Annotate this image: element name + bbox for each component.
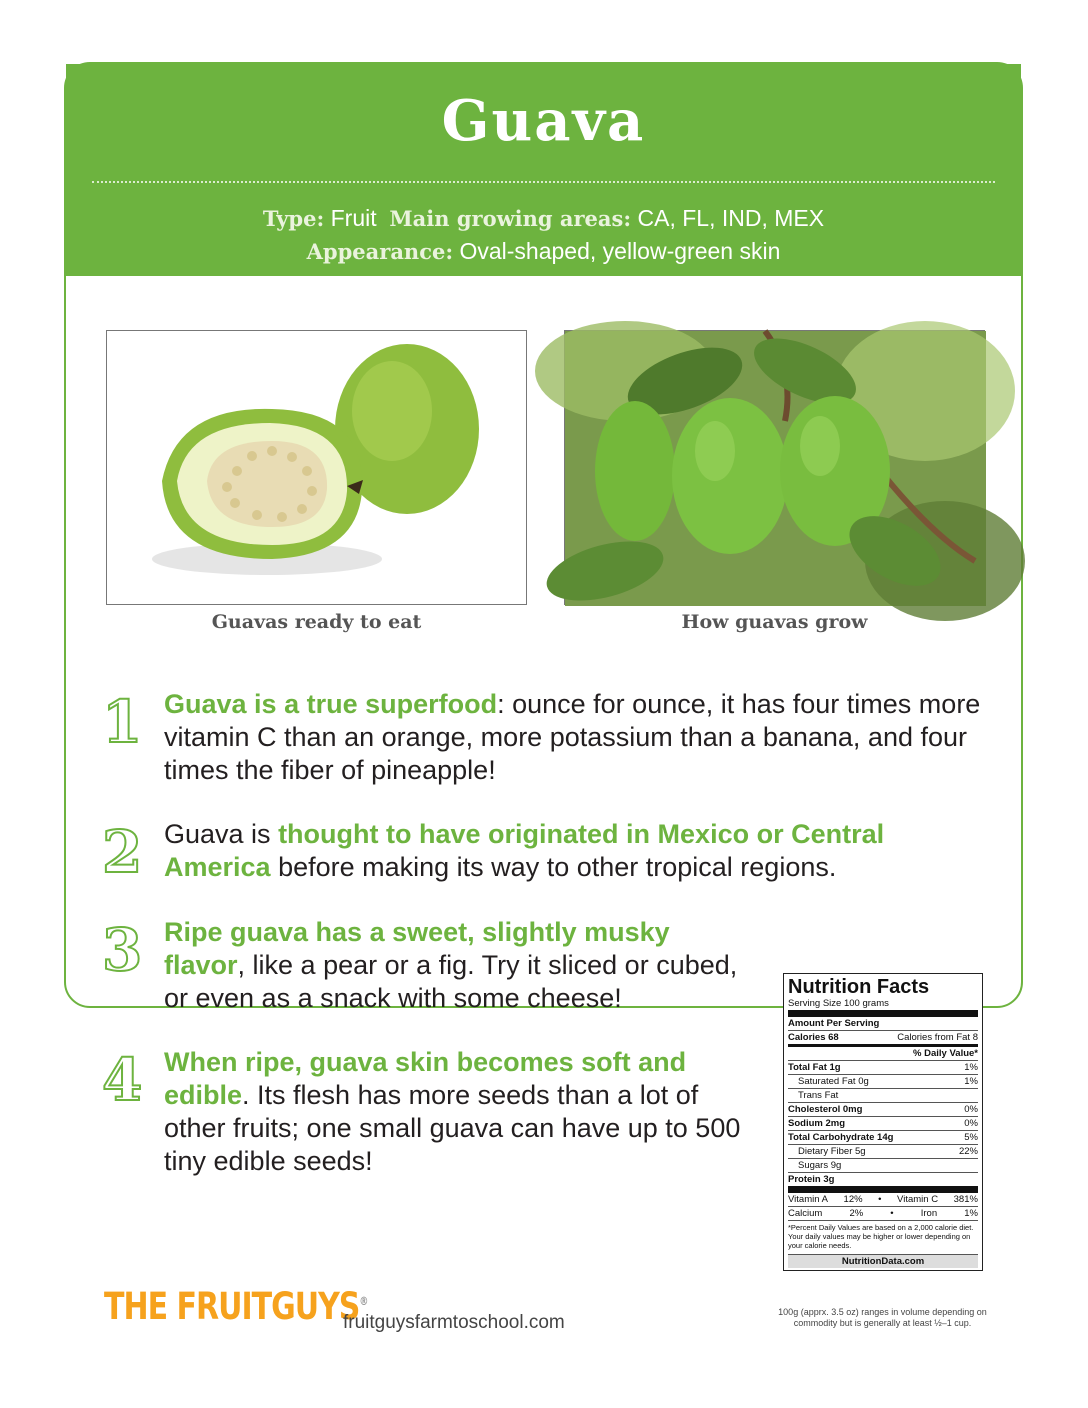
dietary-fiber: Dietary Fiber 5g <box>798 1146 866 1157</box>
sugars: Sugars 9g <box>798 1160 842 1171</box>
fact-number-4: 4 <box>102 1046 143 1114</box>
fact-4-highlight: When ripe, guava skin becomes soft and edible <box>164 1047 687 1110</box>
photo-caption-ready: Guavas ready to eat <box>211 611 422 633</box>
footer-url[interactable]: fruitguysfarmtoschool.com <box>343 1312 565 1333</box>
nutrition-title: Nutrition Facts <box>788 976 930 998</box>
vitamin-a-dv: 12% <box>843 1194 863 1205</box>
fact-2-highlight: thought to have originated in Mexico or Central America <box>164 819 885 882</box>
fruitguys-logo <box>104 1285 367 1329</box>
fact-2-intro: Guava is <box>164 819 279 849</box>
total-fat-dv: 1% <box>964 1062 978 1073</box>
type-value: Fruit <box>330 205 377 231</box>
fact-3 <box>164 916 754 1015</box>
total-fat: Total Fat 1g <box>788 1062 841 1073</box>
trans-fat: Trans Fat <box>798 1090 839 1101</box>
iron: Iron <box>920 1208 938 1219</box>
areas-label: Main growing areas: <box>389 206 632 231</box>
serving-size: Serving Size 100 grams <box>788 998 889 1009</box>
daily-value-header: % Daily Value* <box>913 1048 978 1059</box>
cholesterol-dv: 0% <box>964 1104 978 1115</box>
fact-3-highlight: Ripe guava has a sweet, slightly musky flavor <box>164 917 670 980</box>
calcium: Calcium <box>788 1208 823 1219</box>
header-band <box>66 64 1021 276</box>
type-label: Type: <box>262 206 325 231</box>
calcium-dv: 2% <box>849 1208 864 1219</box>
fact-2 <box>164 818 954 884</box>
fact-4-text: . Its flesh has more seeds than a lot of other fruits; one small guava can have up to 500 tiny edible seeds! <box>164 1080 741 1176</box>
fact-1 <box>164 688 994 787</box>
sodium: Sodium 2mg <box>788 1118 846 1129</box>
cholesterol: Cholesterol 0mg <box>788 1104 863 1115</box>
areas-value: CA, FL, IND, MEX <box>637 205 825 231</box>
vitamin-c-dv: 381% <box>953 1194 978 1205</box>
dotted-divider <box>92 181 995 183</box>
logo-text: THE FRUITGUYS <box>104 1285 360 1329</box>
calories-from-fat: Calories from Fat 8 <box>897 1032 978 1043</box>
fact-number-3: 3 <box>102 916 143 984</box>
page-title: Guava <box>441 88 646 154</box>
saturated-fat: Saturated Fat 0g <box>798 1076 869 1087</box>
vitamin-a: Vitamin A <box>788 1194 828 1205</box>
fact-number-2: 2 <box>102 818 143 886</box>
vitamin-c: Vitamin C <box>897 1194 939 1205</box>
fact-number-1: 1 <box>102 688 143 756</box>
amount-per-serving: Amount Per Serving <box>788 1010 978 1030</box>
total-carbohydrate: Total Carbohydrate 14g <box>788 1132 894 1143</box>
fact-2-text: before making its way to other tropical regions. <box>270 852 837 882</box>
total-carbohydrate-dv: 5% <box>964 1132 978 1143</box>
fruit-meta <box>66 202 1021 268</box>
sodium-dv: 0% <box>964 1118 978 1129</box>
serving-note: 100g (apprx. 3.5 oz) ranges in volume depending on commodity but is generally at least ½–1 cup. <box>778 1307 987 1328</box>
calories: Calories 68 <box>788 1032 839 1043</box>
guava-tree-photo <box>564 330 985 605</box>
fact-4 <box>164 1046 749 1178</box>
logo-registered-mark: ® <box>359 1296 368 1309</box>
nutrition-footnote: *Percent Daily Values are based on a 2,000 calorie diet. Your daily values may be higher or lower depending on your calorie needs. <box>788 1220 978 1252</box>
nutrition-facts-panel: Nutrition Facts Serving Size 100 grams Amount Per Serving Calories 68 Calories from Fat 8 % Daily Value* Total Fat 1g 1% Saturated Fat 0g 1% Trans Fat Cholesterol 0mg 0% Sodium 2mg 0% Total Carbohydrate 14g 5% Dietary Fiber 5g 22% Sugars 9g Protein 3g Vitamin A 12% • Vitamin C 381% Calcium 2% • Iron 1% *Percent Daily Values are based on a 2,000 calorie diet. Your daily values may be higher or lower depending on your calorie needs. NutritionData.com <box>783 973 983 1271</box>
appearance-value: Oval-shaped, yellow-green skin <box>459 238 781 264</box>
fact-1-highlight: Guava is a true superfood <box>164 689 498 719</box>
iron-dv: 1% <box>964 1208 978 1219</box>
saturated-fat-dv: 1% <box>964 1076 978 1087</box>
dietary-fiber-dv: 22% <box>958 1146 978 1157</box>
guava-card <box>64 62 1023 1333</box>
fact-3-text: , like a pear or a fig. Try it sliced or cubed, or even as a snack with some cheese! <box>164 950 738 1013</box>
fact-1-text: : ounce for ounce, it has four times more vitamin C than an orange, more potassium than a banana, and four times the fiber of pineapple! <box>164 689 981 785</box>
guava-cut-photo <box>106 330 527 605</box>
photo-caption-grow: How guavas grow <box>681 611 868 633</box>
nutrition-source: NutritionData.com <box>788 1254 978 1268</box>
protein: Protein 3g <box>788 1174 835 1185</box>
appearance-label: Appearance: <box>306 239 454 264</box>
